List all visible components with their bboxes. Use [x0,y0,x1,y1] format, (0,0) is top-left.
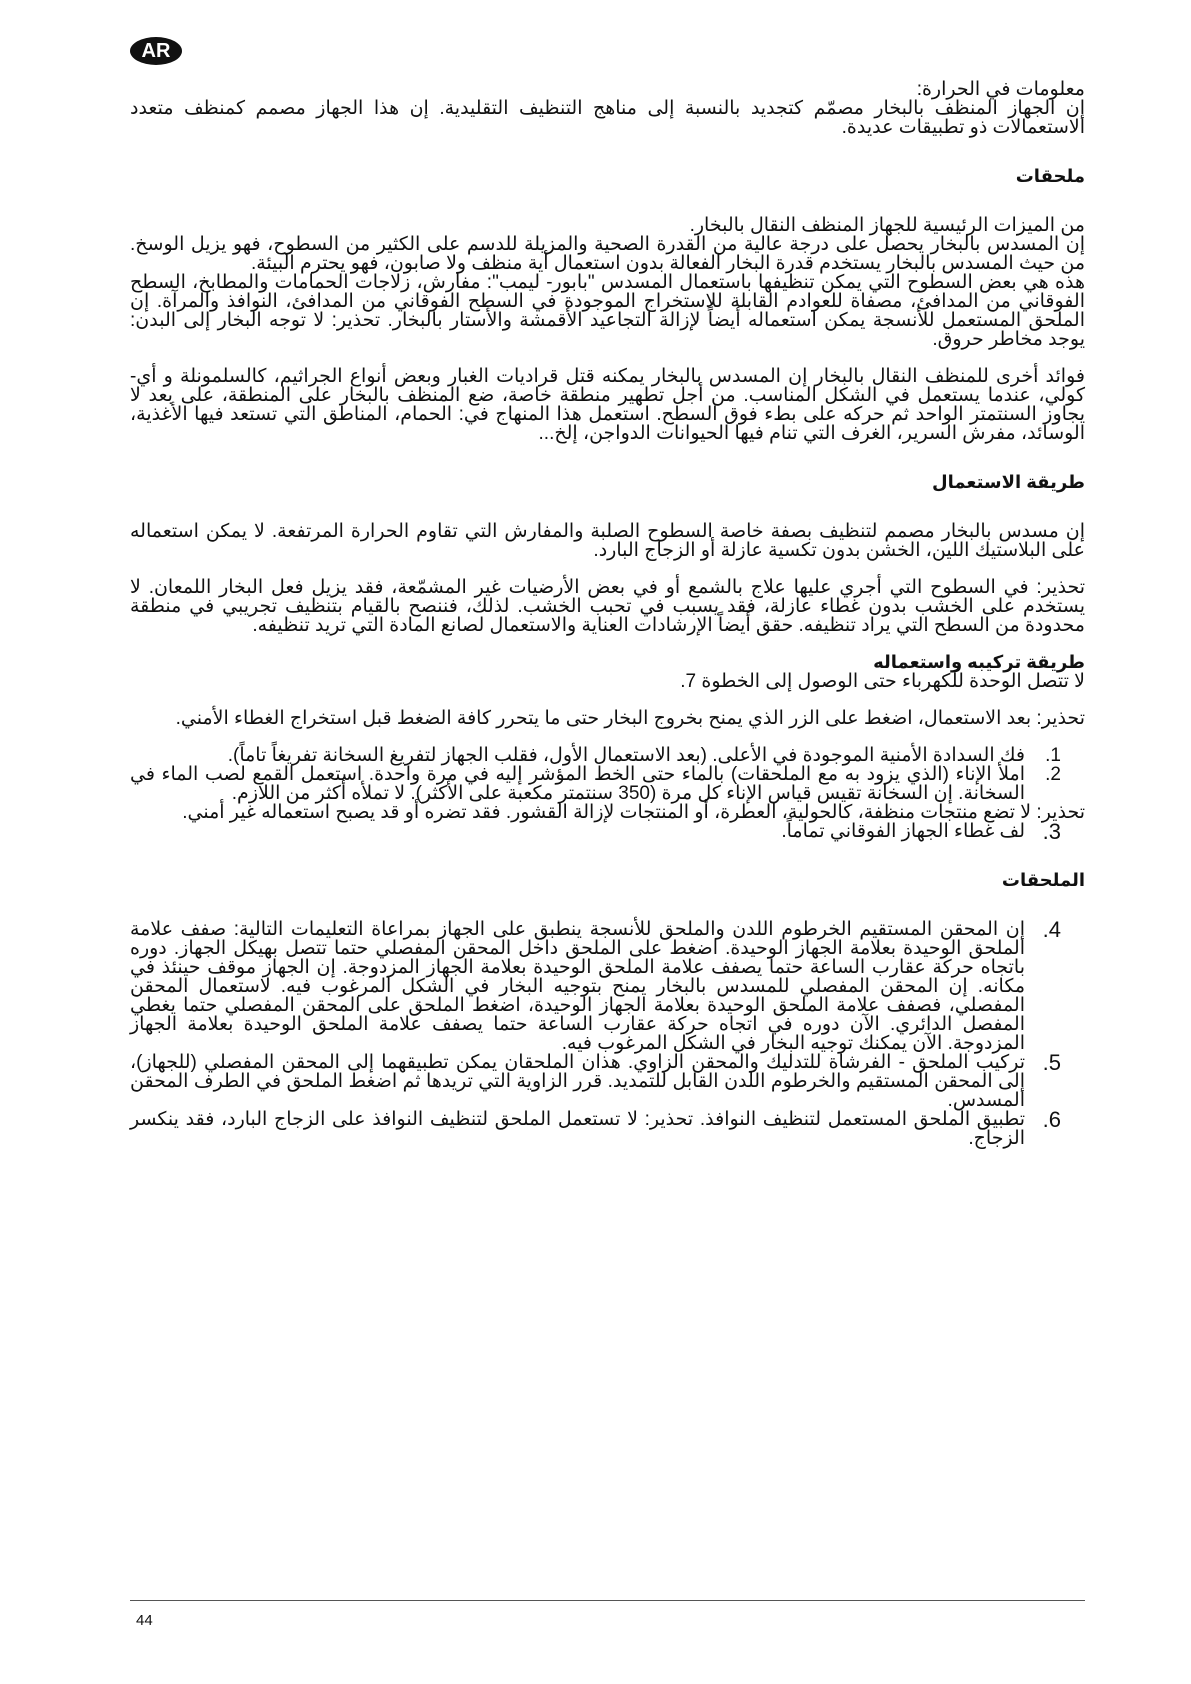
step-number: 3. [1042,819,1061,844]
step-text: املأ الإناء (الذي يزود به مع الملحقات) بالماء حتى الخط المؤشر إليه في مرة واحدة. استعمل القمع لصب الماء في السخانة. إن السخانة تقيس قياس الإناء كل مرة (350 سنتمتر مكعبة على الأكثر). لا تملأه أكثر من اللازم. [130,764,1025,804]
detergent-warning: تحذير: لا تضع منتجات منظفة، كالحولية، العطرة، أو المنتجات لإزالة القشور. فقد تضره أو قد يصبح استعماله غير أمني. [182,802,1085,823]
section-heading-accessories: ملحقات [1015,166,1085,186]
step-number: 4. [1042,917,1061,942]
step-text: لف غطاء الجهاز الفوقاني تماماً. [781,821,1025,842]
step-number: 5. [1042,1050,1061,1075]
list-item [130,1050,1085,1111]
list-item [130,746,1085,765]
step-text: إن المحقن المستقيم الخرطوم اللدن والملحق للأنسجة ينطبق على الجهاز بمراعاة التعليمات التالية: صفف علامة الملحق الوحيدة بعلامة الجهاز الوحيدة. اضغط على الملحق داخل المحقن المفصلي حتما تتصل بهيكل الجهاز. دوره باتجاه حركة عقارب الساعة حتما يصفف علامة الملحق الوحيدة بعلامة الجهاز المزدوجة. إن الجهاز موقف حينئذ في مكانه. إن المحقن المفصلي للمسدس بالبخار يمنح بتوجيه البخار في الشكل المرغوب فيه. لاستعمال المحقن المفصلي، فصفف علامة الملحق الوحيدة بعلامة الجهاز الوحيدة، اضغط الملحق على المحقن المفصلي حتما يغطي المفصل الدائري. الآن دوره في اتجاه حركة عقارب الساعة حتما يصفف علامة الملحق الوحيدة بعلامة الجهاز المزدوجة. الآن يمكنك توجيه البخار في الشكل المرغوب فيه. [130,919,1025,1054]
footer-divider [130,1600,1085,1601]
surfaces-paragraph: هذه هي بعض السطوح التي يمكن تنظيفها باستعمال المسدس "بابور- ليمب": مفارش، زلاجات الحمامات والمطابخ، السطح الفوقاني من المدافئ، مصفاة للعوادم القابلة للاستخراج الموجودة في السطح الفوقاني من المدافئ، النوافذ والمرآة. إن الملحق المستعمل للأنسجة يمكن استعماله أيضاً لإزالة التجاعيد الأقمشة والأستار بالبخار. تحذير: لا توجه البخار إلى البدن: يوجد مخاطر حروق. [130,272,1085,350]
page-content [130,80,1085,1148]
step-text: تركيب الملحق - الفرشاة للتدليك والمحقن الزاوي. هذان الملحقان يمكن تطبيقهما إلى المحقن المفصلي (للجهاز)، إلى المحقن المستقيم والخرطوم اللدن القابل للتمديد. قرر الزاوية التي تريدها ثم اضغط الملحق في الطرف المحقن المسدس. [130,1052,1025,1111]
section-heading-assembly: طريقة تركيبه واستعماله [873,652,1085,672]
usage-warning: تحذير: في السطوح التي أجري عليها علاج بالشمع أو في بعض الأرضيات غير المشمّعة، فقد يزيل فعل البخار اللمعان. لا يستخدم على الخشب بدون غطاء عازلة، فقد يسبب في تحبب الخشب. لذلك، فننصح بالقيام بتنظيف تجريبي في منطقة محدودة من السطح التي يراد تنظيفه. حقق أيضاً الإرشادات العناية والاستعمال لصانع المادة التي تريد تنظيفه. [130,577,1085,636]
step-number: 1. [1045,745,1061,766]
assembly-note: لا تتصل الوحدة للكهرباء حتى الوصول إلى الخطوة 7. [680,671,1085,692]
usage-paragraph: إن مسدس بالبخار مصمم لتنظيف بصفة خاصة السطوح الصلبة والمفارش التي تقاوم الحرارة المرتفعة. لا يمكن استعماله على البلاستيك اللين، الخشن بدون تكسية عازلة أو الزجاج البارد. [130,521,1085,561]
step-text: تطبيق الملحق المستعمل لتنظيف النوافذ. تحذير: لا تستعمل الملحق لتنظيف النوافذ على الزجاج البارد، فقد ينكسر الزجاج. [130,1109,1025,1149]
list-item [130,765,1085,803]
section-heading-accessories-2: الملحقات [1001,870,1085,890]
list-item [130,819,1085,844]
page-number: 44 [136,1612,153,1629]
benefits-paragraph: فوائد أخرى للمنظف النقال بالبخار إن المسدس بالبخار يمكنه قتل قراديات الغبار وبعض أنواع الجراثيم، كالسلمونلة و أي- كولي، عندما يستعمل في الشكل المناسب. من أجل تطهير منطقة خاصة، ضع المنظف بالبخار على المنطقة، على بعد لا يجاوز السنتمتر الواحد ثم حركه على بطء فوق السطح. استعمل هذا المنهاج في: الحمام، المناطق التي تستعد فيها الأغذية، الوسائد، مفرش السرير، الغرف التي تنام فيها الحيوانات الدواجن، إلخ... [130,366,1085,444]
section-heading-usage: طريقة الاستعمال [931,472,1085,492]
language-badge: AR [130,37,182,65]
intro-heading-line: معلومات في الحرارة: [916,79,1085,100]
features-intro: من الميزات الرئيسية للجهاز المنظف النقال بالبخار. [689,215,1085,236]
assembly-warning: تحذير: بعد الاستعمال، اضغط على الزر الذي يمنح بخروج البخار حتى ما يتحرر كافة الضغط قبل استخراج الغطاء الأمني. [175,708,1085,729]
intro-paragraph: إن الجهاز المنظف بالبخار مصمّم كتجديد بالنسبة إلى مناهج التنظيف التقليدية. إن هذا الجهاز مصمم كمنظف متعدد الاستعمالات ذو تطبيقات عديدة. [130,98,1085,138]
step-number: 6. [1042,1107,1061,1132]
step-text: فك السدادة الأمنية الموجودة في الأعلى. (بعد الاستعمال الأول، فقلب الجهاز لتفريغ السخانة تفريغاً تاماً). [227,745,1025,766]
list-item [130,1107,1085,1149]
features-paragraph: إن المسدس بالبخار يحصل على درجة عالية من القدرة الصحية والمزيلة للدسم على الكثير من السطوح، فهو يزيل الوسخ. من حيث المسدس بالبخار يستخدم قدرة البخار الفعالة بدون استعمال أية منظف ولا صابون، فهو يحترم البيئة. [130,234,1085,274]
list-item [130,917,1085,1054]
step-number: 2. [1045,764,1061,785]
